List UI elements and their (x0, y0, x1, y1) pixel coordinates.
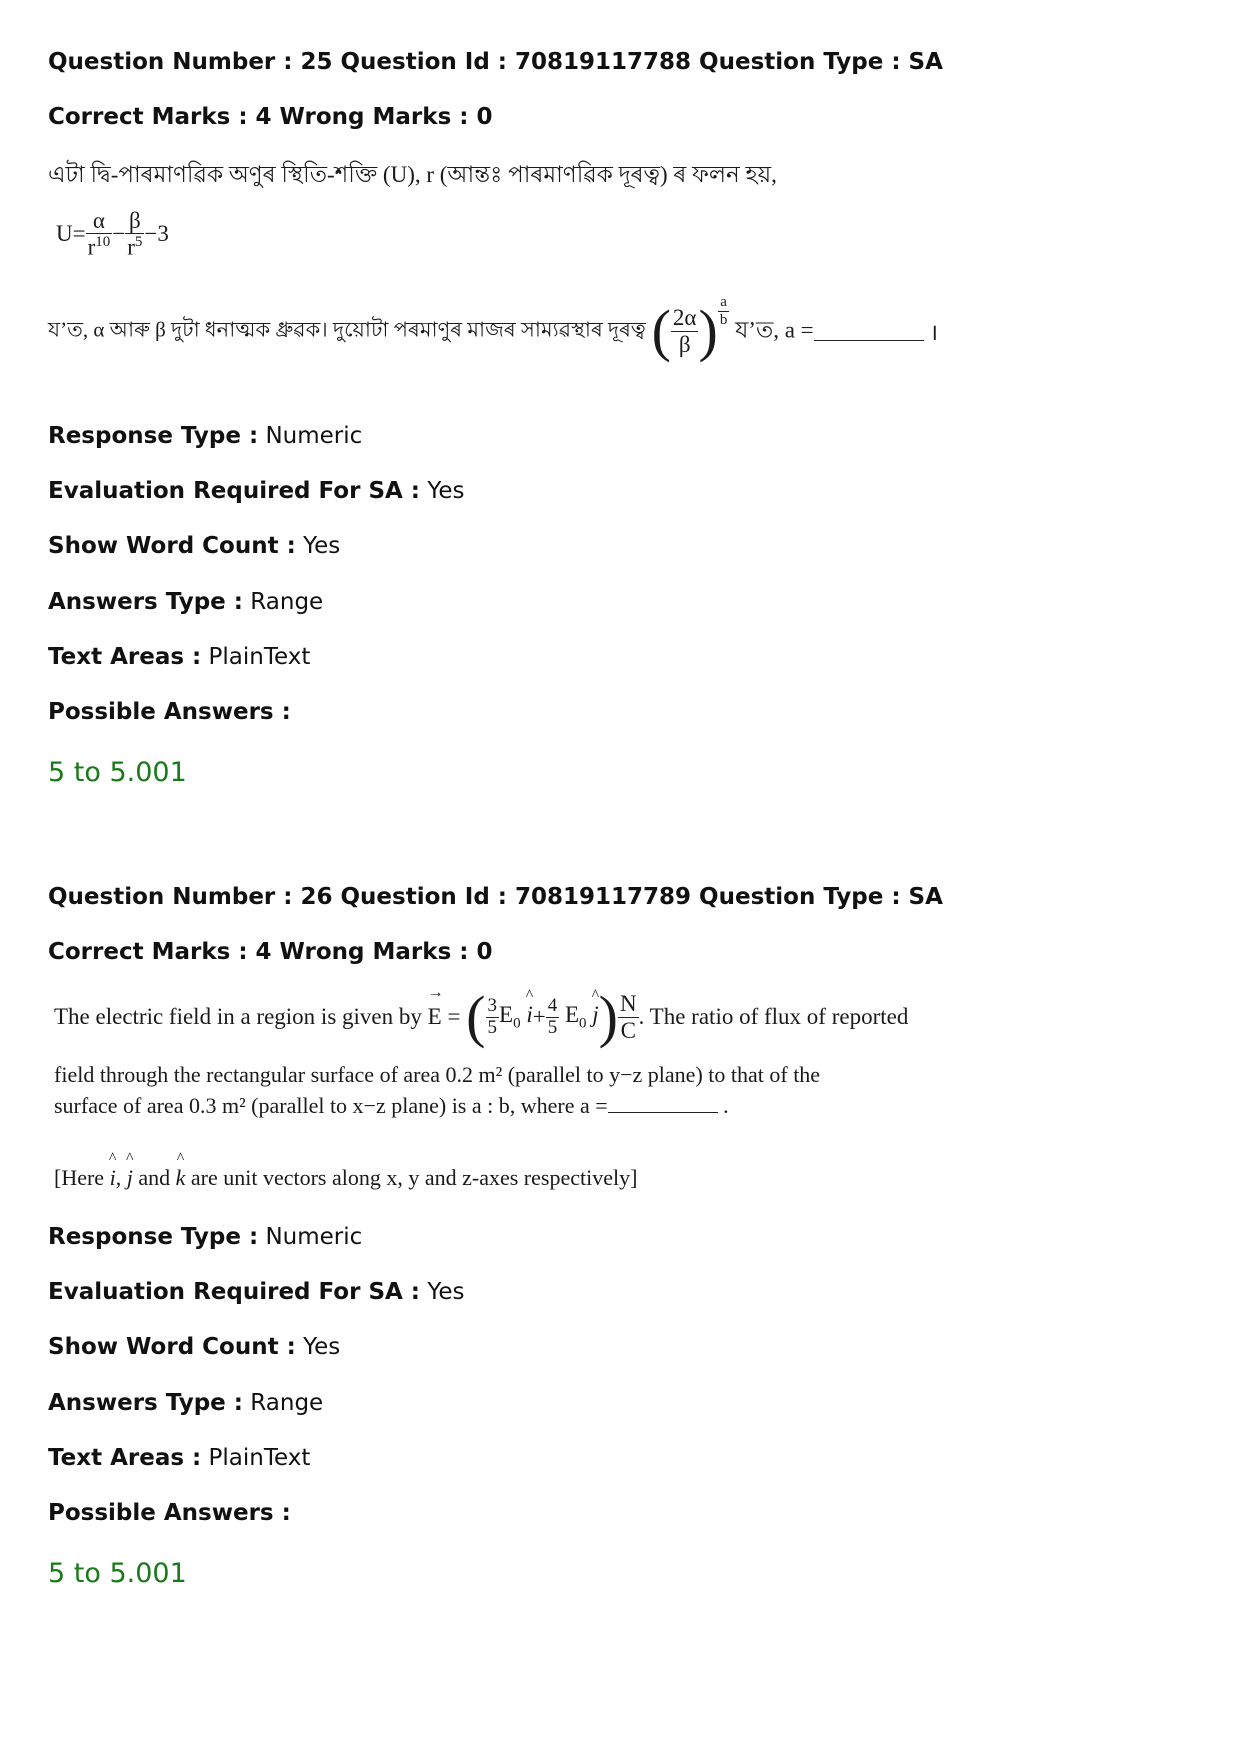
vector-e: → E (427, 984, 444, 1029)
possible-answer: 5 to 5.001 (48, 1558, 187, 1589)
field-response-type: Response Type : Numeric (48, 423, 363, 449)
fraction-numerator: α (86, 208, 113, 234)
question-line-2: field through the rectangular surface of area 0.2 m² (parallel to y−z plane) to that of the (54, 1062, 821, 1087)
question-line-3 (48, 294, 1198, 392)
possible-answers-label: Possible Answers : (48, 1500, 291, 1526)
power-fraction: $\frac{a}{b}$ (719, 294, 728, 328)
answer-blank (814, 322, 924, 341)
field-show-word-count: Show Word Count : Yes (48, 533, 341, 559)
equals-sign: = (447, 1004, 461, 1029)
ratio-fraction: $\frac{2\alpha}{\beta}$ (672, 305, 697, 357)
minus-sign: − (112, 221, 126, 247)
field-text-areas: Text Areas : PlainText (48, 644, 311, 670)
fraction-denominator: $r^5$ (127, 234, 143, 260)
question-note: [Here ^ i, ^ j and ^ k are unit vectors along x, y and z-axes respectively] (54, 1165, 1204, 1199)
danda: । (929, 320, 939, 345)
marks-info: Correct Marks : 4 Wrong Marks : 0 (48, 939, 493, 965)
left-paren: ( (466, 984, 486, 1049)
answer-blank (608, 1094, 718, 1113)
possible-answer: 5 to 5.001 (48, 757, 187, 788)
field-answers-type: Answers Type : Range (48, 589, 324, 615)
coef-fraction-2: $\frac{4}{5}$ (547, 994, 558, 1038)
question-text (54, 984, 1204, 1058)
arrow-icon: → (427, 984, 444, 1001)
fraction-numerator: β (125, 208, 144, 234)
fraction-alpha (86, 208, 113, 260)
fraction-denominator: $r^{10}$ (87, 234, 111, 260)
question-header: Question Number : 25 Question Id : 70819117788 Question Type : SA (48, 49, 943, 75)
field-evaluation-required: Evaluation Required For SA : Yes (48, 478, 465, 504)
question-line-3: surface of area 0.3 m² (parallel to x−z plane) is a : b, where a = . (54, 1093, 729, 1118)
e0-term: $E_0$ ^ j (559, 1002, 598, 1027)
marks-info: Correct Marks : 4 Wrong Marks : 0 (48, 104, 493, 130)
field-text-areas: Text Areas : PlainText (48, 1445, 311, 1471)
fraction-beta (125, 208, 144, 260)
line3-pre: য’ত, α আৰু β দুটা ধনাত্মক ধ্ৰুৱক। দুয়োটা পৰমাণুৰ মাজৰ সাম্যৱস্থাৰ দূৰত্ব (48, 317, 646, 342)
potential-formula (56, 208, 1206, 278)
possible-answers-label: Possible Answers : (48, 699, 291, 725)
plus-sign: + (532, 1004, 546, 1029)
field-answers-type: Answers Type : Range (48, 1390, 324, 1416)
question-line-1: এটা দ্বি-পাৰমাণৱিক অণুৰ স্থিতি-শক্তি (U), r (আন্তঃ পাৰমাণৱিক দূৰত্ব) ৰ ফলন হয়, (48, 162, 777, 187)
unit-fraction: $\frac{N}{C}$ (619, 991, 637, 1043)
right-paren: ) (698, 298, 718, 363)
question-text (48, 156, 1198, 186)
line1-pre: The electric field in a region is given by (54, 1004, 422, 1029)
right-paren: ) (598, 984, 618, 1049)
line3-post: য’ত, a = (735, 317, 814, 343)
question-header: Question Number : 26 Question Id : 70819117789 Question Type : SA (48, 884, 943, 910)
coef-fraction-1: $\frac{3}{5}$ (487, 994, 497, 1038)
formula-tail: −3 (144, 221, 169, 247)
formula-lhs: U= (56, 221, 86, 247)
field-show-word-count: Show Word Count : Yes (48, 1334, 341, 1360)
line1-post: . The ratio of flux of reported (638, 1004, 909, 1029)
e0-term: $E_0$ ^ i (499, 1002, 533, 1027)
field-evaluation-required: Evaluation Required For SA : Yes (48, 1279, 465, 1305)
left-paren: ( (651, 298, 671, 363)
field-response-type: Response Type : Numeric (48, 1224, 363, 1250)
